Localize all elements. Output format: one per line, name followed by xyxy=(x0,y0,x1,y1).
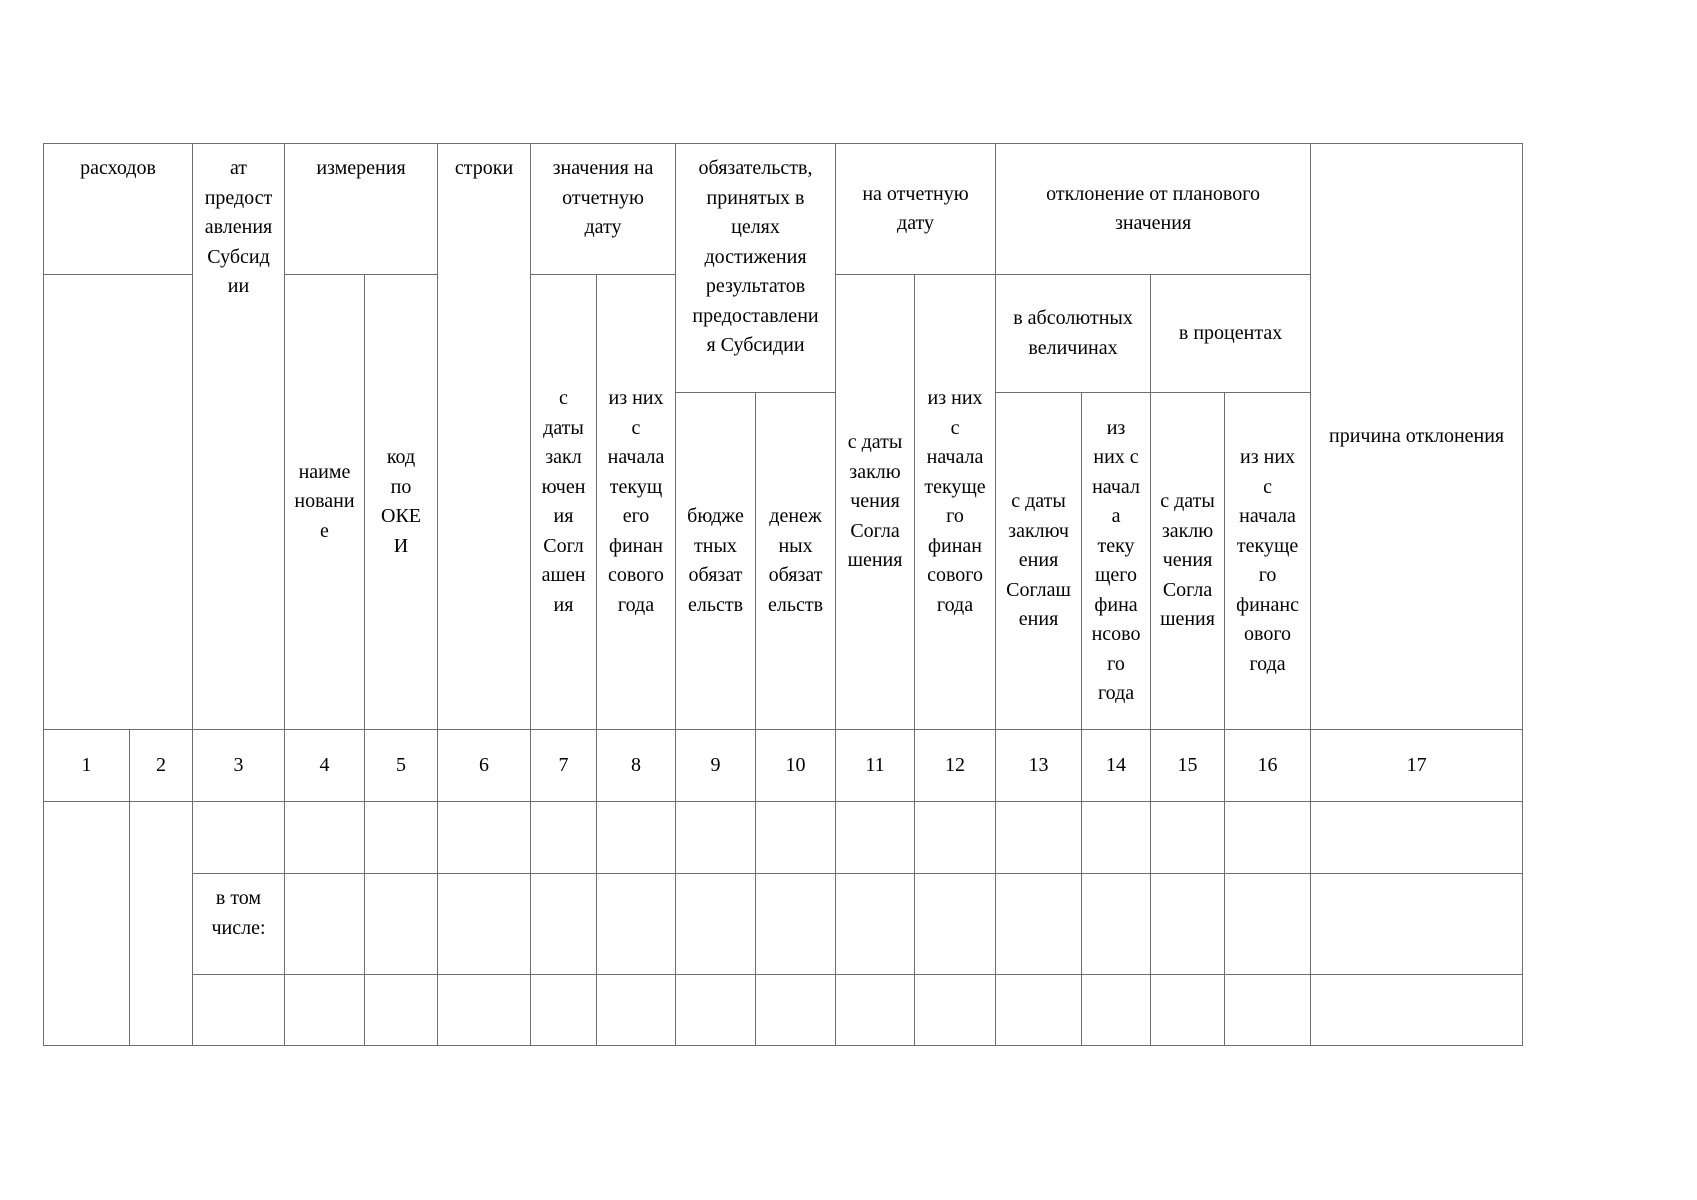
table-cell xyxy=(130,802,193,1046)
header-v-absolyutnyh-velichinah: в абсолютных величинах xyxy=(996,275,1151,393)
table-cell xyxy=(915,802,996,874)
column-numbers-row xyxy=(44,730,1523,802)
header-izmereniya: измерения xyxy=(285,144,438,275)
header-col13-s-daty: с даты заключ ения Соглаш ения xyxy=(996,393,1082,730)
header-col10-denezhnyh: денеж ных обязат ельств xyxy=(756,393,836,730)
header-col9-byudzhetnyh: бюдже тных обязат ельств xyxy=(676,393,756,730)
column-number-3: 3 xyxy=(193,730,285,802)
header-obyazatelstv: обязательств, принятых в целях достижения результатов предоставлени я Субсидии xyxy=(676,144,836,393)
table-cell xyxy=(836,874,915,975)
column-number-17: 17 xyxy=(1311,730,1523,802)
table-cell xyxy=(676,975,756,1046)
header-kod-po-okei: код по ОКЕ И xyxy=(365,275,438,730)
table-cell xyxy=(996,975,1082,1046)
header-na-otchetnuyu-datu: на отчетную дату xyxy=(836,144,996,275)
header-col16-iz-nih: из них с начала текуще го финанс ового года xyxy=(1225,393,1311,730)
table-cell xyxy=(193,802,285,874)
table-cell xyxy=(836,802,915,874)
table-cell xyxy=(285,975,365,1046)
column-number-15: 15 xyxy=(1151,730,1225,802)
header-prichina-otkloneniya: причина отклонения xyxy=(1311,144,1523,730)
table-cell xyxy=(438,975,531,1046)
table-cell xyxy=(365,975,438,1046)
header-v-procentah: в процентах xyxy=(1151,275,1311,393)
table-cell xyxy=(1225,802,1311,874)
table-cell xyxy=(365,802,438,874)
table-cell xyxy=(1311,975,1523,1046)
column-number-13: 13 xyxy=(996,730,1082,802)
column-number-9: 9 xyxy=(676,730,756,802)
header-znacheniya-na-otchetnuyu-datu: значения на отчетную дату xyxy=(531,144,676,275)
column-number-8: 8 xyxy=(597,730,676,802)
table-cell xyxy=(1225,874,1311,975)
table-cell xyxy=(597,802,676,874)
table-row xyxy=(44,975,1523,1046)
table-cell xyxy=(915,975,996,1046)
header-col12-iz-nih: из них с начала текуще го финан сового года xyxy=(915,275,996,730)
header-at-predostavleniya-subsidii: ат предост авления Субсид ии xyxy=(193,144,285,730)
header-col14-iz-nih: из них с начал а теку щего фина нсово го года xyxy=(1082,393,1151,730)
table-cell xyxy=(756,802,836,874)
table-cell xyxy=(1311,802,1523,874)
table-cell xyxy=(1151,802,1225,874)
report-table xyxy=(43,143,1523,1046)
column-number-16: 16 xyxy=(1225,730,1311,802)
table-cell xyxy=(1082,802,1151,874)
table-row xyxy=(44,802,1523,874)
table-cell xyxy=(756,975,836,1046)
table-cell xyxy=(438,874,531,975)
table-cell xyxy=(531,975,597,1046)
table-cell xyxy=(996,874,1082,975)
table-cell xyxy=(438,802,531,874)
table-cell xyxy=(44,802,130,1046)
header-rashodov-blank xyxy=(44,275,193,730)
table-cell xyxy=(1151,975,1225,1046)
table-cell xyxy=(836,975,915,1046)
table-cell xyxy=(676,874,756,975)
table-cell xyxy=(193,975,285,1046)
column-number-2: 2 xyxy=(130,730,193,802)
header-rashodov: расходов xyxy=(44,144,193,275)
table-cell xyxy=(597,975,676,1046)
table-cell xyxy=(531,802,597,874)
table-cell xyxy=(285,802,365,874)
column-number-12: 12 xyxy=(915,730,996,802)
column-number-5: 5 xyxy=(365,730,438,802)
header-col8-iz-nih: из них с начала текущ его финан сового года xyxy=(597,275,676,730)
table-cell xyxy=(285,874,365,975)
table-cell xyxy=(915,874,996,975)
v-tom-chisle-label: в том числе: xyxy=(193,874,285,975)
header-col11-s-daty: с даты заклю чения Согла шения xyxy=(836,275,915,730)
header-otklonenie-ot-planovogo: отклонение от планового значения xyxy=(996,144,1311,275)
table-cell xyxy=(1311,874,1523,975)
table-cell xyxy=(531,874,597,975)
table-cell xyxy=(756,874,836,975)
column-number-4: 4 xyxy=(285,730,365,802)
header-naimenovanie-edinicy: наиме новани е xyxy=(285,275,365,730)
table-cell xyxy=(365,874,438,975)
column-number-1: 1 xyxy=(44,730,130,802)
column-number-10: 10 xyxy=(756,730,836,802)
table-cell xyxy=(597,874,676,975)
table-cell xyxy=(1082,975,1151,1046)
header-row-1 xyxy=(44,144,1523,275)
table-cell xyxy=(1082,874,1151,975)
column-number-6: 6 xyxy=(438,730,531,802)
column-number-11: 11 xyxy=(836,730,915,802)
header-col7-s-daty: с даты закл ючен ия Согл ашен ия xyxy=(531,275,597,730)
column-number-7: 7 xyxy=(531,730,597,802)
table-row xyxy=(44,874,1523,975)
table-cell xyxy=(996,802,1082,874)
table-cell xyxy=(1225,975,1311,1046)
table-cell xyxy=(676,802,756,874)
table-cell xyxy=(1151,874,1225,975)
header-stroki: строки xyxy=(438,144,531,730)
column-number-14: 14 xyxy=(1082,730,1151,802)
header-col15-s-daty: с даты заклю чения Согла шения xyxy=(1151,393,1225,730)
